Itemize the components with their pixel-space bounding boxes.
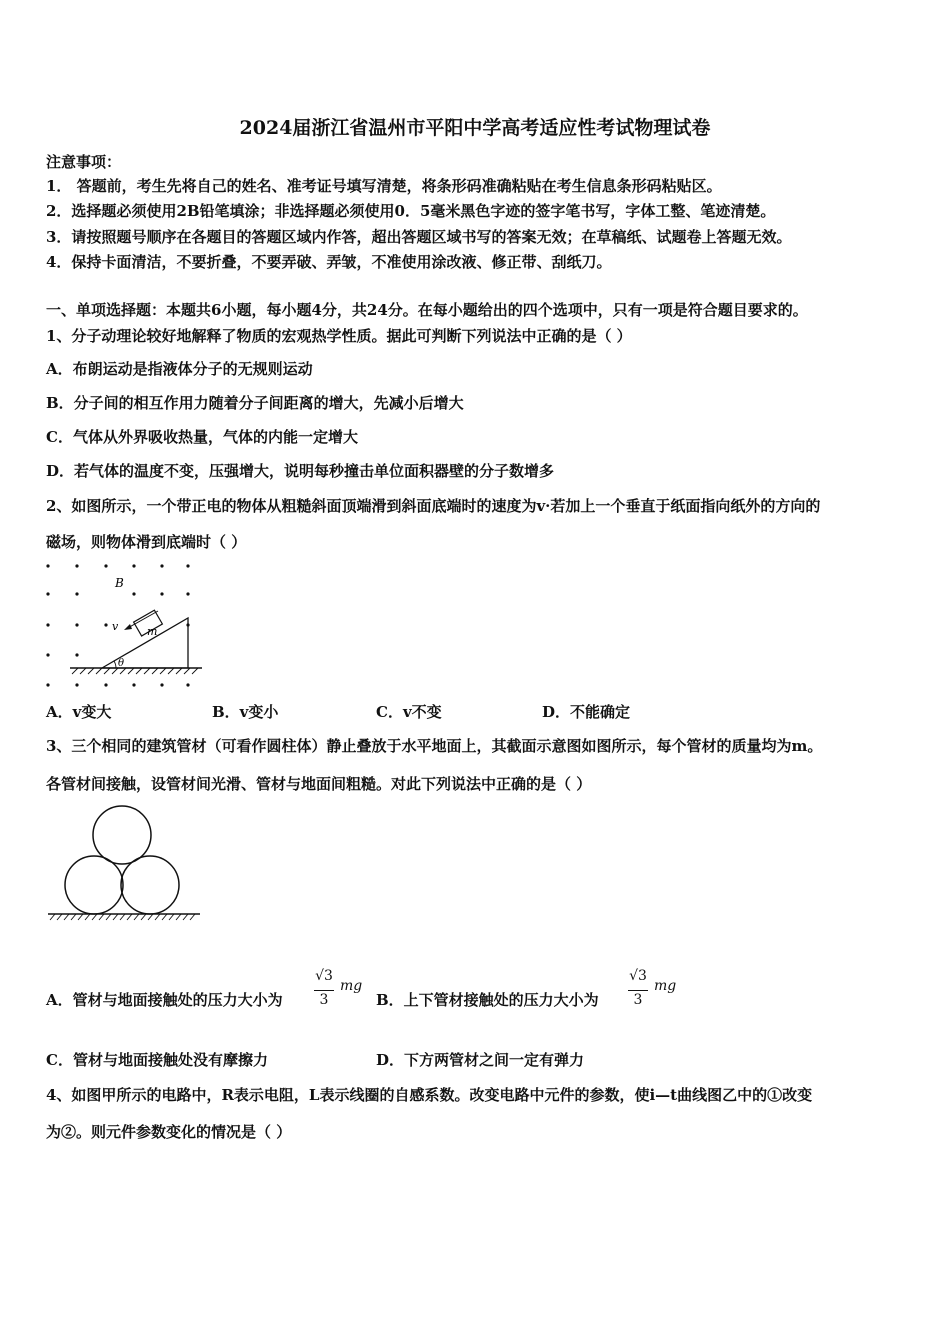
q2-stem-line2: 磁场，则物体滑到底端时（ ）: [46, 533, 247, 551]
q2-option-b: B．v变小: [212, 703, 279, 721]
page-title: 2024届浙江省温州市平阳中学高考适应性考试物理试卷: [239, 117, 711, 139]
fraction-denominator: 3: [633, 992, 643, 1008]
q3-option-b-formula: [626, 968, 686, 1018]
q1-option-b: B．分子间的相互作用力随着分子间距离的增大，先减小后增大: [46, 394, 464, 412]
fraction-bar: [314, 990, 334, 991]
q2-stem-line1: 2、如图所示，一个带正电的物体从粗糙斜面顶端滑到斜面底端时的速度为v·若加上一个垂直于纸面指向纸外的方向的: [46, 497, 821, 515]
ground-hatch: [72, 668, 198, 674]
top-pipe: [93, 806, 151, 864]
velocity-label: v: [112, 620, 119, 633]
notice-item: 3．请按照题号顺序在各题目的答题区域内作答，超出答题区域书写的答案无效；在草稿纸、试题卷上答题无效。: [46, 228, 792, 246]
q3-option-c: C．管材与地面接触处没有摩擦力: [46, 1051, 268, 1069]
q4-stem-line1: 4、如图甲所示的电路中，R表示电阻，L表示线圈的自感系数。改变电路中元件的参数，使i—t曲线图乙中的①改变: [46, 1086, 813, 1104]
fraction-denominator: 3: [319, 992, 329, 1008]
q2-option-c: C．v不变: [376, 703, 442, 721]
q3-option-b: B．上下管材接触处的压力大小为: [376, 991, 599, 1009]
formula-mg: mg: [340, 978, 363, 994]
stacked-pipes-figure: [44, 802, 204, 927]
field-label: B: [115, 576, 124, 590]
notice-heading: 注意事项：: [46, 153, 122, 171]
q3-option-a-formula: [312, 968, 372, 1018]
q4-stem-line2: 为②。则元件参数变化的情况是（ ）: [46, 1123, 292, 1141]
incline-magnetic-field-figure: [40, 556, 210, 696]
q3-option-a: A．管材与地面接触处的压力大小为: [46, 991, 283, 1009]
fraction-numerator: √3: [315, 968, 333, 984]
bottom-left-pipe: [65, 856, 123, 914]
q1-option-c: C．气体从外界吸收热量，气体的内能一定增大: [46, 428, 358, 446]
q3-stem-line1: 3、三个相同的建筑管材（可看作圆柱体）静止叠放于水平地面上，其截面示意图如图所示，每个管材的质量均为m。: [46, 737, 823, 755]
notice-item: 4．保持卡面清洁，不要折叠，不要弄破、弄皱，不准使用涂改液、修正带、刮纸刀。: [46, 253, 612, 271]
ground-hatch: [50, 914, 195, 920]
bottom-right-pipe: [121, 856, 179, 914]
q1-option-d: D．若气体的温度不变，压强增大，说明每秒撞击单位面积器壁的分子数增多: [46, 462, 555, 480]
q1-option-a: A．布朗运动是指液体分子的无规则运动: [46, 360, 313, 378]
fraction-bar: [628, 990, 648, 991]
notice-item: 1． 答题前，考生先将自己的姓名、准考证号填写清楚，将条形码准确粘贴在考生信息条形码粘贴区。: [46, 177, 722, 195]
q3-stem-line2: 各管材间接触，设管材间光滑、管材与地面间粗糙。对此下列说法中正确的是（ ）: [46, 775, 592, 793]
q3-option-d: D．下方两管材之间一定有弹力: [376, 1051, 585, 1069]
angle-label: θ: [118, 658, 125, 669]
notice-item: 2．选择题必须使用2B铅笔填涂；非选择题必须使用0．5毫米黑色字迹的签字笔书写，字体工整、笔迹清楚。: [46, 202, 776, 220]
section-heading: 一、单项选择题：本题共6小题，每小题4分，共24分。在每小题给出的四个选项中，只有一项是符合题目要求的。: [46, 301, 808, 319]
mass-label: m: [147, 625, 158, 638]
q2-option-d: D．不能确定: [542, 703, 631, 721]
q2-option-a: A．v变大: [46, 703, 112, 721]
q1-stem: 1、分子动理论较好地解释了物质的宏观热学性质。据此可判断下列说法中正确的是（ ）: [46, 327, 632, 345]
fraction-numerator: √3: [629, 968, 647, 984]
formula-mg: mg: [654, 978, 677, 994]
